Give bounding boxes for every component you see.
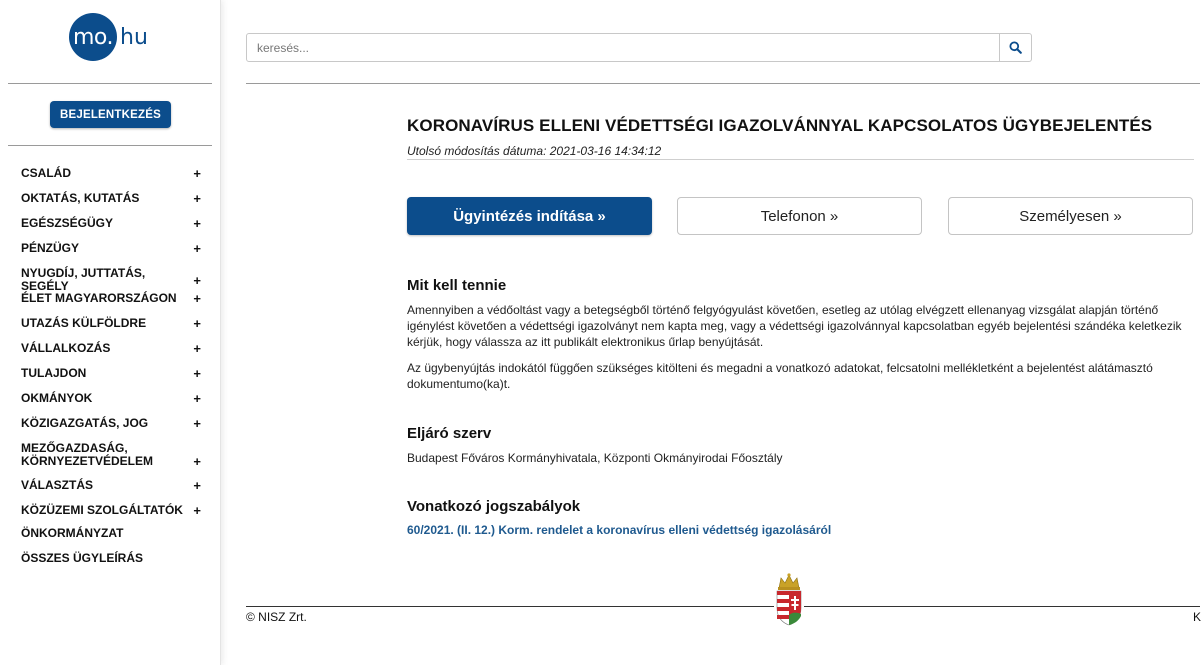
logo-circle: mo. (69, 13, 117, 61)
expand-plus-icon[interactable]: + (193, 503, 201, 518)
expand-plus-icon[interactable]: + (193, 166, 201, 181)
sidebar-item-label: NYUGDÍJ, JUTTATÁS, SEGÉLY (21, 266, 146, 293)
footer-divider (246, 606, 1200, 607)
login-button[interactable]: BEJELENTKEZÉS (50, 101, 171, 128)
sidebar-item-label-line2: KÖRNYEZETVÉDELEM (21, 454, 154, 468)
last-modified-date: Utolsó módosítás dátuma: 2021-03-16 14:34:12 (407, 144, 662, 158)
sidebar-item-label: PÉNZÜGY (21, 241, 80, 255)
by-phone-button[interactable]: Telefonon » (677, 197, 922, 235)
expand-plus-icon[interactable]: + (193, 241, 201, 256)
sidebar-item-oktatas[interactable] (21, 192, 201, 205)
expand-plus-icon[interactable]: + (193, 191, 201, 206)
sidebar-divider (8, 83, 212, 84)
sidebar-item-label: KÖZÜZEMI SZOLGÁLTATÓK (21, 503, 183, 517)
site-logo[interactable] (69, 13, 148, 61)
sidebar-item-kozigazgatas[interactable] (21, 417, 201, 430)
sidebar-item-label: CSALÁD (21, 166, 71, 180)
title-divider (407, 159, 1194, 160)
authority-text: Budapest Főváros Kormányhivatala, Központi Okmányirodai Főosztály (407, 451, 783, 465)
law-link[interactable]: 60/2021. (II. 12.) Korm. rendelet a koronavírus elleni védettség igazolásáról (407, 523, 832, 537)
sidebar-item-mezogazdasag[interactable] (21, 442, 201, 468)
expand-plus-icon[interactable]: + (193, 291, 201, 306)
section-heading-laws: Vonatkozó jogszabályok (407, 498, 581, 515)
header-divider (246, 83, 1200, 84)
section-heading-authority: Eljáró szerv (407, 425, 492, 442)
todo-paragraph-1: Amennyiben a védőoltást vagy a betegségből történő felgyógyulást követően, esetleg az utólag elvégzett ellenanyag vizsgálat alapján történő igénylést követően a védettségi igazolványt nem kapta meg, vagy a védettségi igazolvánnyal kapcsolatban egyéb bejelentési szándéka keletkezik kérjük, hogy válassza az itt publikált elektronikus űrlap benyújtását. (407, 303, 1182, 349)
sidebar-item-vallalkozas[interactable] (21, 342, 201, 355)
sidebar-item-penzugy[interactable] (21, 242, 201, 255)
start-case-button[interactable]: Ügyintézés indítása » (407, 197, 652, 235)
logo-text: hu (120, 24, 148, 50)
page-title: KORONAVÍRUS ELLENI VÉDETTSÉGI IGAZOLVÁNNYAL KAPCSOLATOS ÜGYBEJELENTÉS (407, 116, 1153, 135)
sidebar-item-label-line1: MEZŐGAZDASÁG, (21, 441, 128, 455)
expand-plus-icon[interactable]: + (193, 478, 201, 493)
expand-plus-icon[interactable]: + (193, 391, 201, 406)
sidebar-item-label: TULAJDON (21, 366, 87, 380)
todo-paragraph-2: Az ügybenyújtás indokától függően szükséges kitölteni és megadni a vonatkozó adatokat, felcsatolni mellékletként a bejelentést alátámasztó dokumentumo(ka)t. (407, 361, 1153, 391)
expand-plus-icon[interactable]: + (193, 216, 201, 231)
sidebar-item-nyugdij[interactable] (21, 267, 201, 293)
sidebar-item-label (21, 442, 153, 468)
footer-copyright: © NISZ Zrt. (246, 610, 307, 624)
search-input[interactable] (247, 34, 999, 61)
sidebar-item-okmanyok[interactable] (21, 392, 201, 405)
search-button[interactable] (999, 34, 1031, 61)
expand-plus-icon[interactable]: + (193, 272, 201, 288)
search-bar (246, 33, 1032, 62)
sidebar-item-label: UTAZÁS KÜLFÖLDRE (21, 316, 147, 330)
sidebar-item-csalad[interactable] (21, 167, 201, 180)
sidebar-item-onkormanyzat[interactable] (21, 527, 201, 540)
sidebar-item-label: ÖNKORMÁNYZAT (21, 526, 124, 540)
sidebar-item-label: VÁLASZTÁS (21, 478, 93, 492)
in-person-button[interactable]: Személyesen » (948, 197, 1193, 235)
sidebar-item-label: ÖSSZES ÜGYLEÍRÁS (21, 551, 144, 565)
sidebar-item-label: ÉLET MAGYARORSZÁGON (21, 291, 177, 305)
sidebar-item-utazas-kulfoldre[interactable] (21, 317, 201, 330)
sidebar-item-egeszsegugy[interactable] (21, 217, 201, 230)
section-heading-todo: Mit kell tennie (407, 277, 507, 294)
sidebar-item-label: VÁLLALKOZÁS (21, 341, 111, 355)
sidebar-item-label: EGÉSZSÉGÜGY (21, 216, 114, 230)
search-icon (1009, 41, 1022, 54)
expand-plus-icon[interactable]: + (193, 341, 201, 356)
sidebar-item-valasztas[interactable] (21, 479, 201, 492)
expand-plus-icon[interactable]: + (193, 316, 201, 331)
footer-right-text: K (1193, 610, 1201, 624)
expand-plus-icon[interactable]: + (193, 366, 201, 381)
sidebar-item-osszes-ugyleiras[interactable] (21, 552, 201, 565)
sidebar-item-elet-magyarorszagon[interactable] (21, 292, 201, 305)
sidebar-item-kozuzemi[interactable] (21, 504, 201, 517)
sidebar-item-label: OKMÁNYOK (21, 391, 93, 405)
expand-plus-icon[interactable]: + (193, 416, 201, 431)
sidebar (0, 0, 221, 665)
sidebar-item-label: KÖZIGAZGATÁS, JOG (21, 416, 149, 430)
sidebar-item-tulajdon[interactable] (21, 367, 201, 380)
sidebar-divider (8, 145, 212, 146)
coat-of-arms-icon (774, 572, 804, 627)
sidebar-item-label: OKTATÁS, KUTATÁS (21, 191, 140, 205)
expand-plus-icon[interactable]: + (193, 454, 201, 469)
